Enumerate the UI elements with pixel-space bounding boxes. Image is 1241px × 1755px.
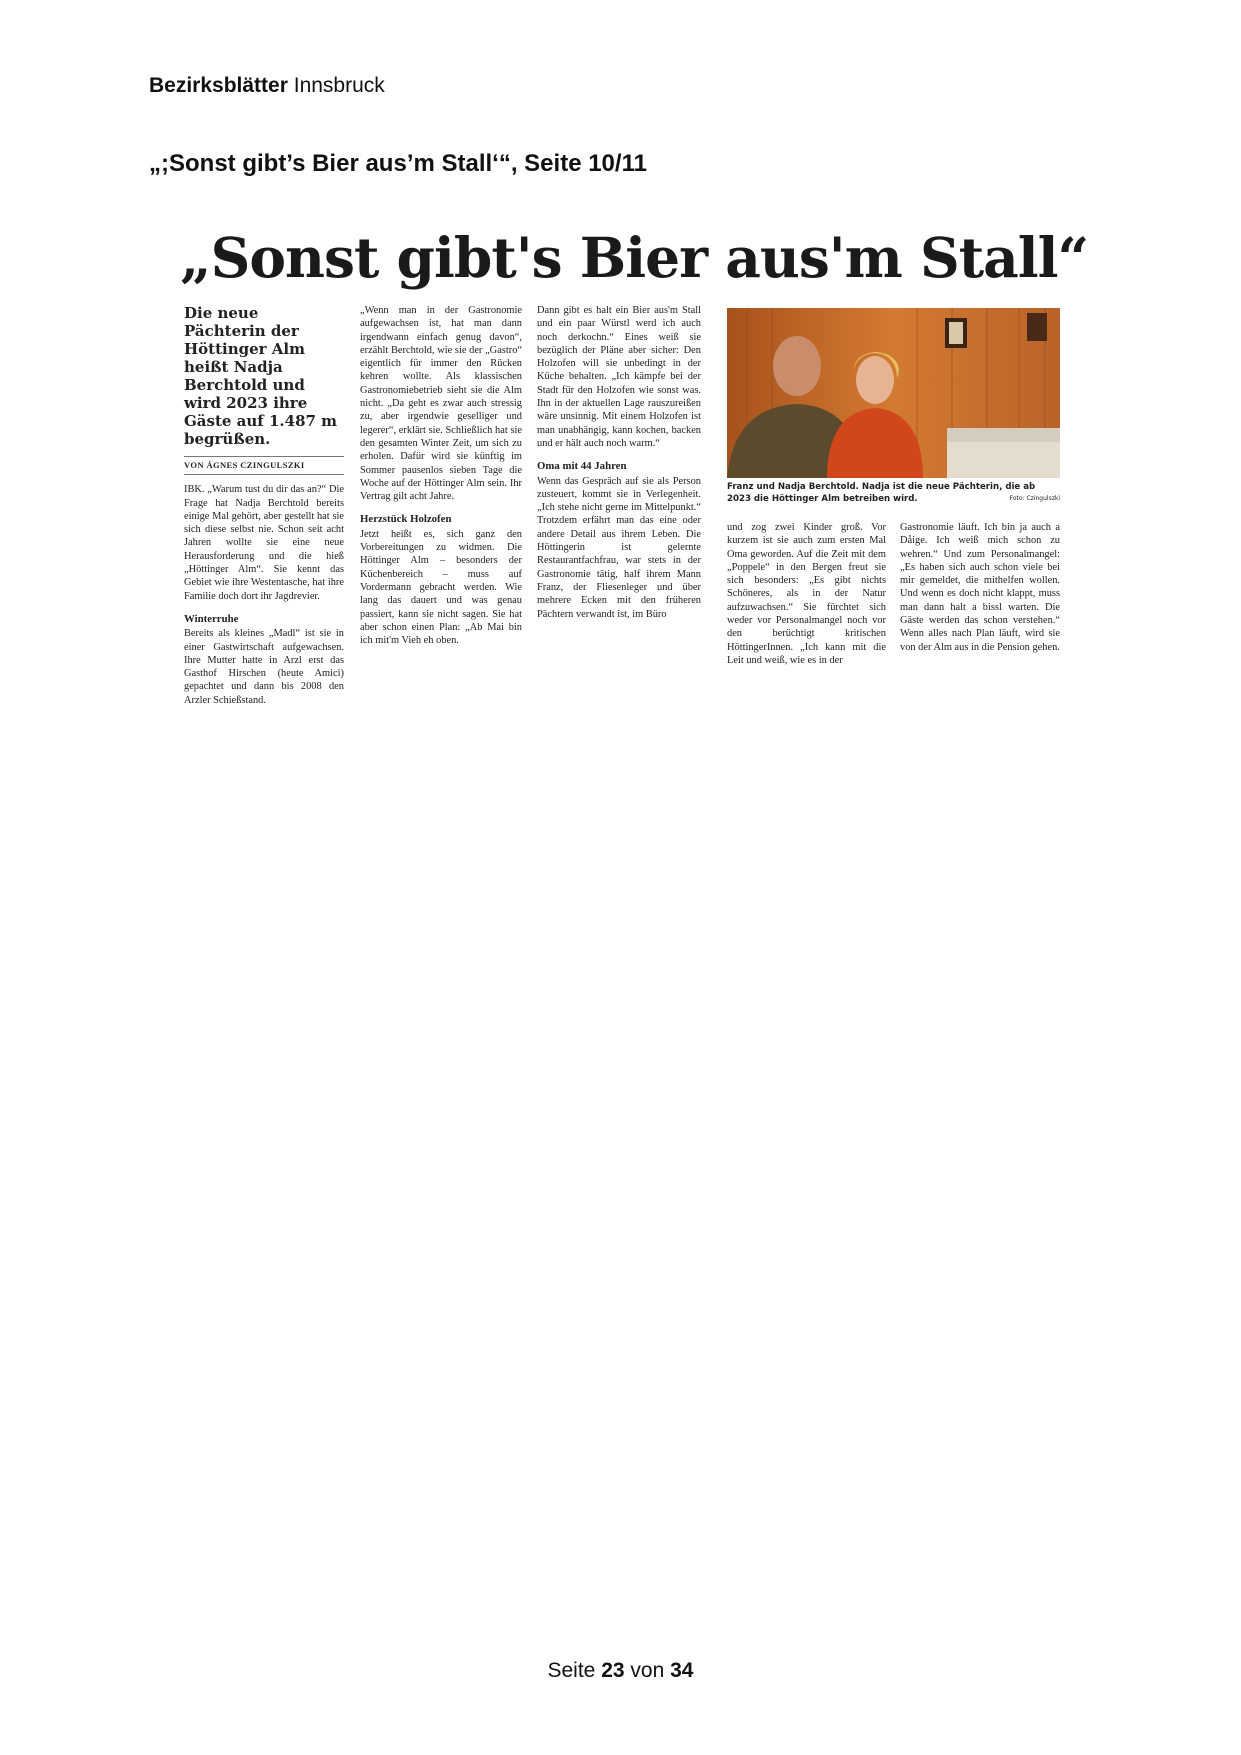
page-total: 34 <box>670 1659 694 1682</box>
article-column-4 <box>727 521 886 667</box>
article-byline: VON ÁGNES CZINGULSZKI <box>184 456 344 475</box>
newspaper-clipping <box>180 225 1089 706</box>
photo-caption <box>727 481 1060 505</box>
article-paragraph: IBK. „Warum tust du dir das an?“ Die Frage hat Nadja Berchtold bereits einige Mal gehört, aber gestellt hat sie sich diese selbst nie. Schon seit acht Jahren wollte sie eine neue Herausforderung und die hieß „Höttinger Alm“. Sie kennt das Gebiet wie ihre Westentasche, hat ihre Familie doch dort ihr Jagdrevier. <box>184 484 344 602</box>
article-subheading: Herzstück Holzofen <box>360 513 452 526</box>
article-paragraph: Gastronomie läuft. Ich bin ja auch a Dåige. Ich weiß mich schon zu wehren.“ Und zum Personalmangel: „Es haben sich auch schon viele bei mir gemeldet, die mithelfen wollen. Und wenn es doch nicht klappt, muss man dann halt a bissl warten. Die Gäste werden das schon verstehen.“ Wenn alles nach Plan läuft, wird sie von der Alm aus in die Pension gehen. <box>900 522 1060 653</box>
article-subheading: Oma mit 44 Jahren <box>537 460 627 473</box>
article-column-2 <box>360 304 522 647</box>
page-footer <box>0 1659 1241 1683</box>
article-headline: „Sonst gibt's Bier aus'm Stall“ <box>180 225 1089 290</box>
article-subheading: Winterruhe <box>184 612 239 625</box>
photo-caption-text: Franz und Nadja Berchtold. Nadja ist die neue Pächterin, die ab 2023 die Höttinger Alm betreiben wird. <box>727 482 1036 504</box>
article-photo <box>727 308 1060 478</box>
article-paragraph: Dann gibt es halt ein Bier aus'm Stall und ein paar Würstl werd ich auch noch derkochn.“ Eines weiß sie bezüglich der Pläne aber sicher: Den Holzofen will sie unbedingt in der Küche behalten. „Ich kämpfe bei der Stadt für den Holzofen wie sonst was. Ihn in der aktuellen Lage rauszureißen wäre unsinnig. Mit einem Holzofen ist man unabhängig, kann kochen, backen und er hält auch noch warm.“ <box>537 305 701 449</box>
article-paragraph: „Wenn man in der Gastronomie aufgewachsen ist, hat man dann irgendwann einfach genug davon“, erzählt Berchtold, wie sie der „Gastro“ eigentlich für immer den Rücken kehren wollte. Als klassischen Gastronomiebetrieb sieht sie die Alm nicht. „Da geht es zwar auch stressig zu, aber irgendwie geselliger und legerer“, erklärt sie. Schließlich hat sie den gesamten Winter Zeit, um sich zu erholen. Dafür wird sie künftig im Sommer pausenlos sieben Tage die Woche auf der Höttinger Alm sein. Ihr Vertrag gilt acht Jahre. <box>360 305 522 503</box>
article-paragraph: und zog zwei Kinder groß. Vor kurzem ist sie auch zum ersten Mal Oma geworden. Auf die Zeit mit dem „Poppele“ in den Bergen freut sie sich besonders: „Es gibt nichts Schöneres, als in der Natur aufzuwachsen.“ Sie fürchtet sich weder vor Personalmangel noch vor den berüchtigt kritischen HöttingerInnen. „Ich kann mit die Leit und weiß, wie es in der <box>727 522 886 666</box>
page-current: 23 <box>601 1659 625 1682</box>
article-lead: Die neue Pächterin der Höttinger Alm heißt Nadja Berchtold und wird 2023 ihre Gäste auf 1.487 m begrüßen. <box>184 304 338 448</box>
photo-credit: Foto: Czingulszki <box>1009 495 1060 502</box>
article-column-5 <box>900 521 1060 654</box>
publication-header <box>149 74 385 98</box>
article-paragraph: Wenn das Gespräch auf sie als Person zusteuert, kommt sie in Verlegenheit. „Ich stehe nicht gerne im Mittelpunkt.“ Trotzdem erfährt man das eine oder andere Detail aus ihrem Leben. Die Höttingerin ist gelernte Restaurantfachfrau, war stets in der Gastronomie tätig, half ihrem Mann Franz, der Fliesenleger und über mehrere Ecken mit den früheren Pächtern verwandt ist, im Büro <box>537 475 701 620</box>
page-of: von <box>630 1659 665 1682</box>
article-paragraph: Bereits als kleines „Madl“ ist sie in einer Gastwirtschaft aufgewachsen. Ihre Mutter hatte in Arzl erst das Gasthof Hirschen (heute Amici) gepachtet und dann bis 2008 den Arzler Schießstand. <box>184 628 344 706</box>
article-column-3 <box>537 304 701 621</box>
page-word: Seite <box>547 1659 596 1682</box>
photo-illustration <box>727 308 1060 478</box>
article-column-1 <box>184 304 344 707</box>
article-reference: „;Sonst gibt’s Bier aus’m Stall‘“, Seite 10/11 <box>149 150 647 177</box>
publication-region: Innsbruck <box>293 74 385 97</box>
article-paragraph: Jetzt heißt es, sich ganz den Vorbereitungen zu widmen. Die Höttinger Alm – besonders der Küchenbereich – muss auf Vordermann gebracht werden. Wie lang das dauert und was genau passiert, kann sie nicht sagen. Sie hat aber schon einen Plan: „Ab Mai bin ich mit'm Vieh eh oben. <box>360 528 522 647</box>
publication-name: Bezirksblätter <box>149 74 288 97</box>
